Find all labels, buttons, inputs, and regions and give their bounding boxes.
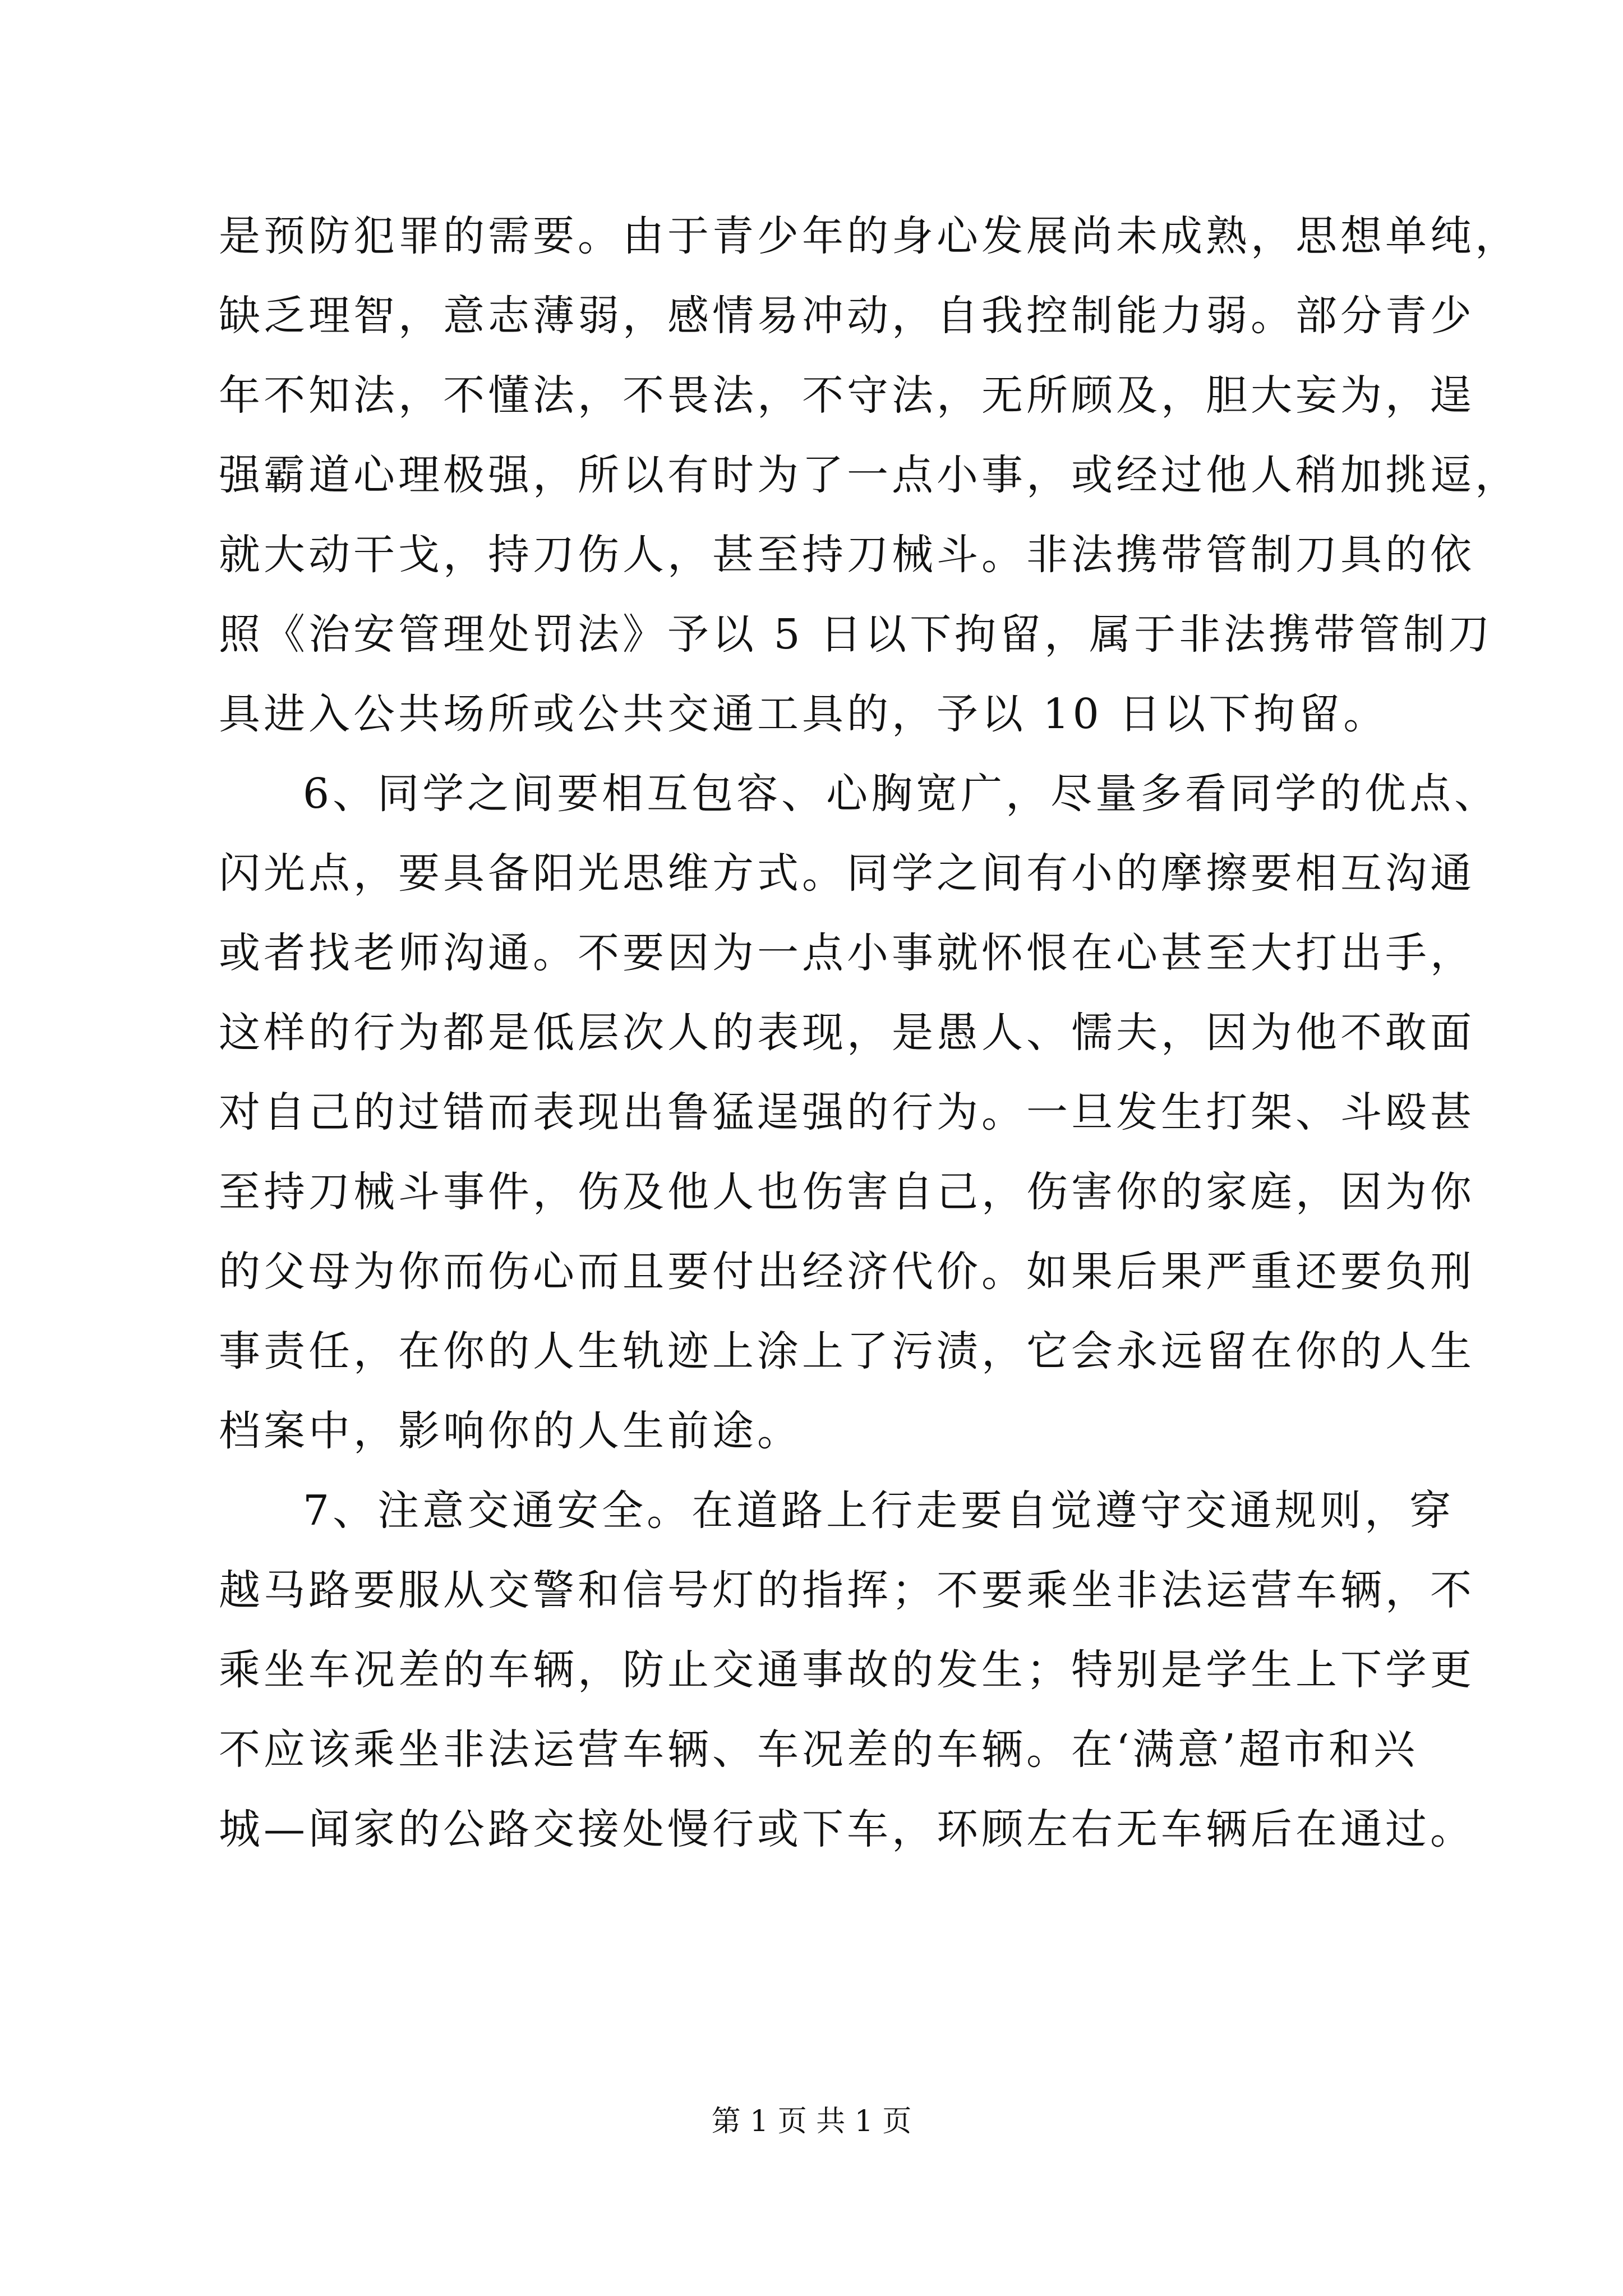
page-number-footer: 第 1 页 共 1 页 (711, 2105, 912, 2138)
text-line: 不应该乘坐非法运营车辆、车况差的车辆。在‘满意’超市和兴 (219, 1726, 1419, 1774)
document-body (219, 196, 1520, 1869)
paragraph-7-first-line: 7、注意交通安全。在道路上行走要自觉遵守交通规则，穿 (303, 1487, 1455, 1535)
text-line: 的父母为你而伤心而且要付出经济代价。如果后果严重还要负刑 (219, 1248, 1475, 1296)
text-line: 年不知法，不懂法，不畏法，不守法，无所顾及，胆大妄为，逞 (219, 371, 1475, 420)
text-line: 强霸道心理极强，所以有时为了一点小事，或经过他人稍加挑逗， (219, 451, 1520, 499)
text-line: 城—闻家的公路交接处慢行或下车，环顾左右无车辆后在通过。 (219, 1805, 1475, 1853)
text-line: 至持刀械斗事件，伤及他人也伤害自己，伤害你的家庭，因为你 (219, 1168, 1475, 1216)
text-line: 乘坐车况差的车辆，防止交通事故的发生；特别是学生上下学更 (219, 1646, 1475, 1694)
text-line: 缺乏理智，意志薄弱，感情易冲动，自我控制能力弱。部分青少 (219, 292, 1475, 340)
text-line: 照《治安管理处罚法》予以 5 日以下拘留，属于非法携带管制刀 (219, 610, 1493, 659)
text-line: 或者找老师沟通。不要因为一点小事就怀恨在心甚至大打出手， (219, 929, 1475, 977)
text-line: 就大动干戈，持刀伤人，甚至持刀械斗。非法携带管制刀具的依 (219, 531, 1475, 579)
text-line: 具进入公共场所或公共交通工具的，予以 10 日以下拘留。 (219, 690, 1389, 738)
text-line: 闪光点，要具备阳光思维方式。同学之间有小的摩擦要相互沟通 (219, 849, 1475, 898)
text-line: 越马路要服从交警和信号灯的指挥；不要乘坐非法运营车辆，不 (219, 1566, 1475, 1614)
paragraph-6-first-line: 6、同学之间要相互包容、心胸宽广，尽量多看同学的优点、 (303, 770, 1500, 818)
text-line: 是预防犯罪的需要。由于青少年的身心发展尚未成熟，思想单纯， (219, 212, 1520, 260)
text-line: 档案中，影响你的人生前途。 (219, 1407, 802, 1455)
text-line: 事责任，在你的人生轨迹上涂上了污渍，它会永远留在你的人生 (219, 1327, 1475, 1375)
text-line: 对自己的过错而表现出鲁猛逞强的行为。一旦发生打架、斗殴甚 (219, 1088, 1475, 1137)
text-line: 这样的行为都是低层次人的表现，是愚人、懦夫，因为他不敢面 (219, 1009, 1475, 1057)
